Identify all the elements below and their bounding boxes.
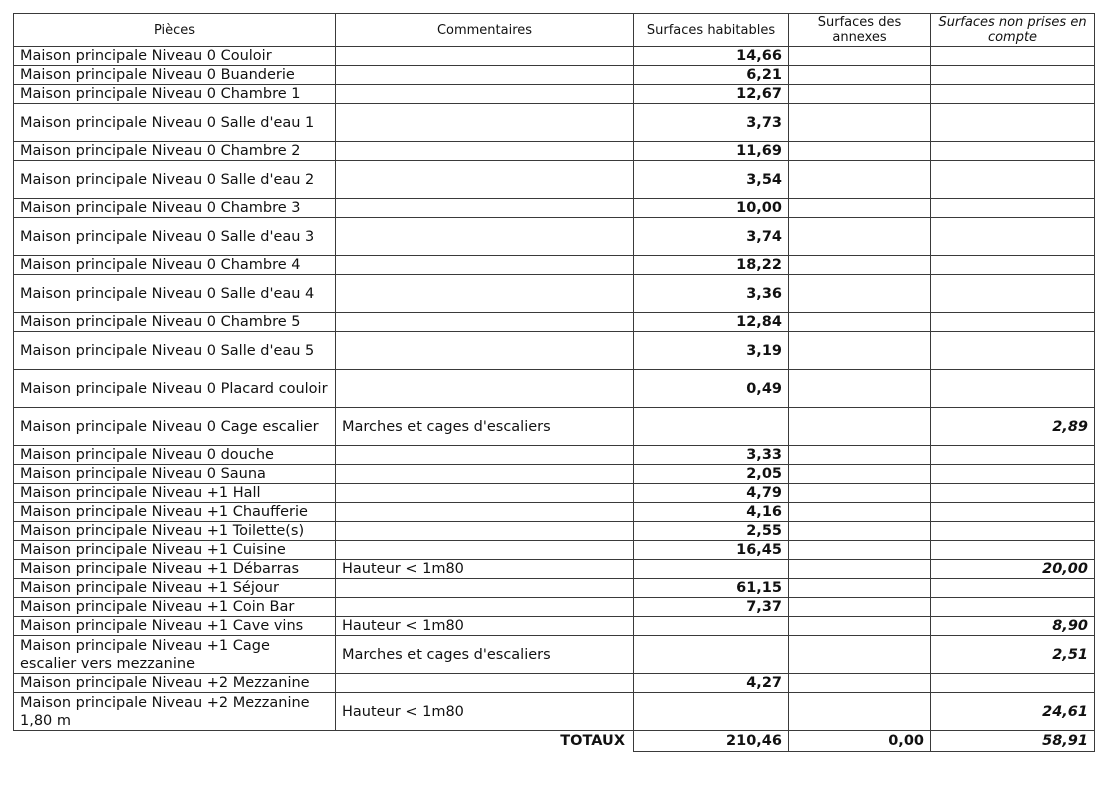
room-cell: Maison principale Niveau 0 Salle d'eau 1	[14, 104, 336, 142]
comment-cell: Marches et cages d'escaliers	[336, 408, 634, 446]
habitable-cell	[634, 636, 789, 674]
surfaces-sheet	[13, 13, 1095, 752]
table-row	[14, 598, 1095, 617]
table-row	[14, 484, 1095, 503]
non-prise-cell	[931, 199, 1095, 218]
rows-body	[14, 47, 1095, 731]
non-prise-cell	[931, 541, 1095, 560]
non-prise-cell	[931, 104, 1095, 142]
total-annexe: 0,00	[789, 731, 931, 752]
comment-cell: Hauteur < 1m80	[336, 560, 634, 579]
habitable-cell: 61,15	[634, 579, 789, 598]
table-row	[14, 636, 1095, 674]
comment-cell	[336, 66, 634, 85]
annexe-cell	[789, 579, 931, 598]
room-cell: Maison principale Niveau +1 Coin Bar	[14, 598, 336, 617]
non-prise-cell: 8,90	[931, 617, 1095, 636]
comment-cell	[336, 465, 634, 484]
total-habitable: 210,46	[634, 731, 789, 752]
total-non-prise: 58,91	[931, 731, 1095, 752]
annexe-cell	[789, 104, 931, 142]
room-cell: Maison principale Niveau +1 Cuisine	[14, 541, 336, 560]
table-row	[14, 560, 1095, 579]
annexe-cell	[789, 256, 931, 275]
non-prise-cell	[931, 674, 1095, 693]
annexe-cell	[789, 142, 931, 161]
table-row	[14, 199, 1095, 218]
room-cell: Maison principale Niveau 0 Salle d'eau 2	[14, 161, 336, 199]
room-cell: Maison principale Niveau 0 Buanderie	[14, 66, 336, 85]
table-row	[14, 617, 1095, 636]
header-surfaces-habitables: Surfaces habitables	[634, 14, 789, 47]
room-cell: Maison principale Niveau 0 Cage escalier	[14, 408, 336, 446]
habitable-cell: 3,74	[634, 218, 789, 256]
comment-cell	[336, 579, 634, 598]
table-row	[14, 693, 1095, 731]
annexe-cell	[789, 332, 931, 370]
habitable-cell: 18,22	[634, 256, 789, 275]
non-prise-cell	[931, 142, 1095, 161]
room-cell: Maison principale Niveau 0 Salle d'eau 4	[14, 275, 336, 313]
non-prise-cell	[931, 446, 1095, 465]
habitable-cell: 3,19	[634, 332, 789, 370]
comment-cell	[336, 484, 634, 503]
habitable-cell: 14,66	[634, 47, 789, 66]
totals-label: TOTAUX	[560, 733, 625, 750]
habitable-cell: 6,21	[634, 66, 789, 85]
room-cell: Maison principale Niveau +1 Cage escalier vers mezzanine	[14, 636, 336, 674]
annexe-cell	[789, 218, 931, 256]
table-row	[14, 142, 1095, 161]
non-prise-cell	[931, 85, 1095, 104]
annexe-cell	[789, 598, 931, 617]
table-row	[14, 218, 1095, 256]
habitable-cell: 2,05	[634, 465, 789, 484]
non-prise-cell	[931, 503, 1095, 522]
non-prise-cell	[931, 256, 1095, 275]
annexe-cell	[789, 275, 931, 313]
comment-cell	[336, 104, 634, 142]
comment-cell	[336, 598, 634, 617]
annexe-cell	[789, 370, 931, 408]
habitable-cell	[634, 560, 789, 579]
comment-cell	[336, 85, 634, 104]
habitable-cell	[634, 617, 789, 636]
surfaces-table	[13, 13, 1095, 752]
comment-cell: Hauteur < 1m80	[336, 693, 634, 731]
comment-cell	[336, 503, 634, 522]
habitable-cell: 10,00	[634, 199, 789, 218]
non-prise-cell	[931, 218, 1095, 256]
non-prise-cell	[931, 47, 1095, 66]
annexe-cell	[789, 560, 931, 579]
annexe-cell	[789, 522, 931, 541]
habitable-cell: 2,55	[634, 522, 789, 541]
non-prise-cell	[931, 332, 1095, 370]
header-row	[14, 14, 1095, 47]
habitable-cell: 3,36	[634, 275, 789, 313]
annexe-cell	[789, 161, 931, 199]
habitable-cell: 12,84	[634, 313, 789, 332]
habitable-cell: 12,67	[634, 85, 789, 104]
table-row	[14, 275, 1095, 313]
table-row	[14, 579, 1095, 598]
annexe-cell	[789, 313, 931, 332]
table-row	[14, 85, 1095, 104]
totals-spacer	[14, 731, 336, 752]
table-row	[14, 503, 1095, 522]
non-prise-cell	[931, 275, 1095, 313]
totals-row	[14, 731, 1095, 752]
room-cell: Maison principale Niveau 0 Placard couloir	[14, 370, 336, 408]
table-row	[14, 408, 1095, 446]
room-cell: Maison principale Niveau 0 Chambre 1	[14, 85, 336, 104]
habitable-cell: 16,45	[634, 541, 789, 560]
table-row	[14, 465, 1095, 484]
room-cell: Maison principale Niveau +1 Séjour	[14, 579, 336, 598]
non-prise-cell	[931, 161, 1095, 199]
room-cell: Maison principale Niveau +1 Cave vins	[14, 617, 336, 636]
room-cell: Maison principale Niveau 0 Couloir	[14, 47, 336, 66]
comment-cell: Hauteur < 1m80	[336, 617, 634, 636]
table-row	[14, 522, 1095, 541]
comment-cell	[336, 47, 634, 66]
annexe-cell	[789, 484, 931, 503]
annexe-cell	[789, 465, 931, 484]
room-cell: Maison principale Niveau +1 Débarras	[14, 560, 336, 579]
table-row	[14, 674, 1095, 693]
room-cell: Maison principale Niveau +1 Toilette(s)	[14, 522, 336, 541]
table-row	[14, 370, 1095, 408]
room-cell: Maison principale Niveau 0 Sauna	[14, 465, 336, 484]
annexe-cell	[789, 446, 931, 465]
room-cell: Maison principale Niveau 0 Salle d'eau 5	[14, 332, 336, 370]
table-row	[14, 161, 1095, 199]
comment-cell	[336, 199, 634, 218]
annexe-cell	[789, 199, 931, 218]
habitable-cell: 4,16	[634, 503, 789, 522]
habitable-cell: 0,49	[634, 370, 789, 408]
table-row	[14, 256, 1095, 275]
annexe-cell	[789, 408, 931, 446]
annexe-cell	[789, 617, 931, 636]
table-row	[14, 332, 1095, 370]
non-prise-cell	[931, 579, 1095, 598]
table-row	[14, 66, 1095, 85]
non-prise-cell	[931, 522, 1095, 541]
comment-cell	[336, 275, 634, 313]
habitable-cell	[634, 408, 789, 446]
comment-cell	[336, 522, 634, 541]
habitable-cell: 7,37	[634, 598, 789, 617]
comment-cell	[336, 332, 634, 370]
non-prise-cell: 2,89	[931, 408, 1095, 446]
room-cell: Maison principale Niveau 0 douche	[14, 446, 336, 465]
habitable-cell: 11,69	[634, 142, 789, 161]
comment-cell	[336, 218, 634, 256]
room-cell: Maison principale Niveau 0 Salle d'eau 3	[14, 218, 336, 256]
header-commentaires: Commentaires	[336, 14, 634, 47]
header-surfaces-non-prises: Surfaces non prises en compte	[931, 14, 1095, 47]
table-row	[14, 104, 1095, 142]
comment-cell	[336, 370, 634, 408]
room-cell: Maison principale Niveau +2 Mezzanine	[14, 674, 336, 693]
annexe-cell	[789, 693, 931, 731]
non-prise-cell: 20,00	[931, 560, 1095, 579]
annexe-cell	[789, 636, 931, 674]
annexe-cell	[789, 503, 931, 522]
comment-cell	[336, 674, 634, 693]
comment-cell	[336, 142, 634, 161]
comment-cell	[336, 313, 634, 332]
non-prise-cell: 2,51	[931, 636, 1095, 674]
annexe-cell	[789, 47, 931, 66]
comment-cell	[336, 446, 634, 465]
non-prise-cell	[931, 66, 1095, 85]
room-cell: Maison principale Niveau +1 Chaufferie	[14, 503, 336, 522]
table-row	[14, 446, 1095, 465]
room-cell: Maison principale Niveau 0 Chambre 4	[14, 256, 336, 275]
header-pieces: Pièces	[14, 14, 336, 47]
non-prise-cell	[931, 370, 1095, 408]
comment-cell	[336, 256, 634, 275]
comment-cell	[336, 161, 634, 199]
annexe-cell	[789, 85, 931, 104]
habitable-cell: 4,27	[634, 674, 789, 693]
room-cell: Maison principale Niveau 0 Chambre 3	[14, 199, 336, 218]
room-cell: Maison principale Niveau 0 Chambre 2	[14, 142, 336, 161]
non-prise-cell	[931, 598, 1095, 617]
non-prise-cell	[931, 484, 1095, 503]
comment-cell: Marches et cages d'escaliers	[336, 636, 634, 674]
habitable-cell	[634, 693, 789, 731]
non-prise-cell: 24,61	[931, 693, 1095, 731]
habitable-cell: 3,73	[634, 104, 789, 142]
room-cell: Maison principale Niveau 0 Chambre 5	[14, 313, 336, 332]
habitable-cell: 3,54	[634, 161, 789, 199]
table-row	[14, 313, 1095, 332]
non-prise-cell	[931, 465, 1095, 484]
table-row	[14, 47, 1095, 66]
header-surfaces-annexes: Surfaces des annexes	[789, 14, 931, 47]
room-cell: Maison principale Niveau +2 Mezzanine 1,80 m	[14, 693, 336, 731]
annexe-cell	[789, 674, 931, 693]
room-cell: Maison principale Niveau +1 Hall	[14, 484, 336, 503]
annexe-cell	[789, 66, 931, 85]
habitable-cell: 3,33	[634, 446, 789, 465]
comment-cell	[336, 541, 634, 560]
table-row	[14, 541, 1095, 560]
habitable-cell: 4,79	[634, 484, 789, 503]
non-prise-cell	[931, 313, 1095, 332]
annexe-cell	[789, 541, 931, 560]
